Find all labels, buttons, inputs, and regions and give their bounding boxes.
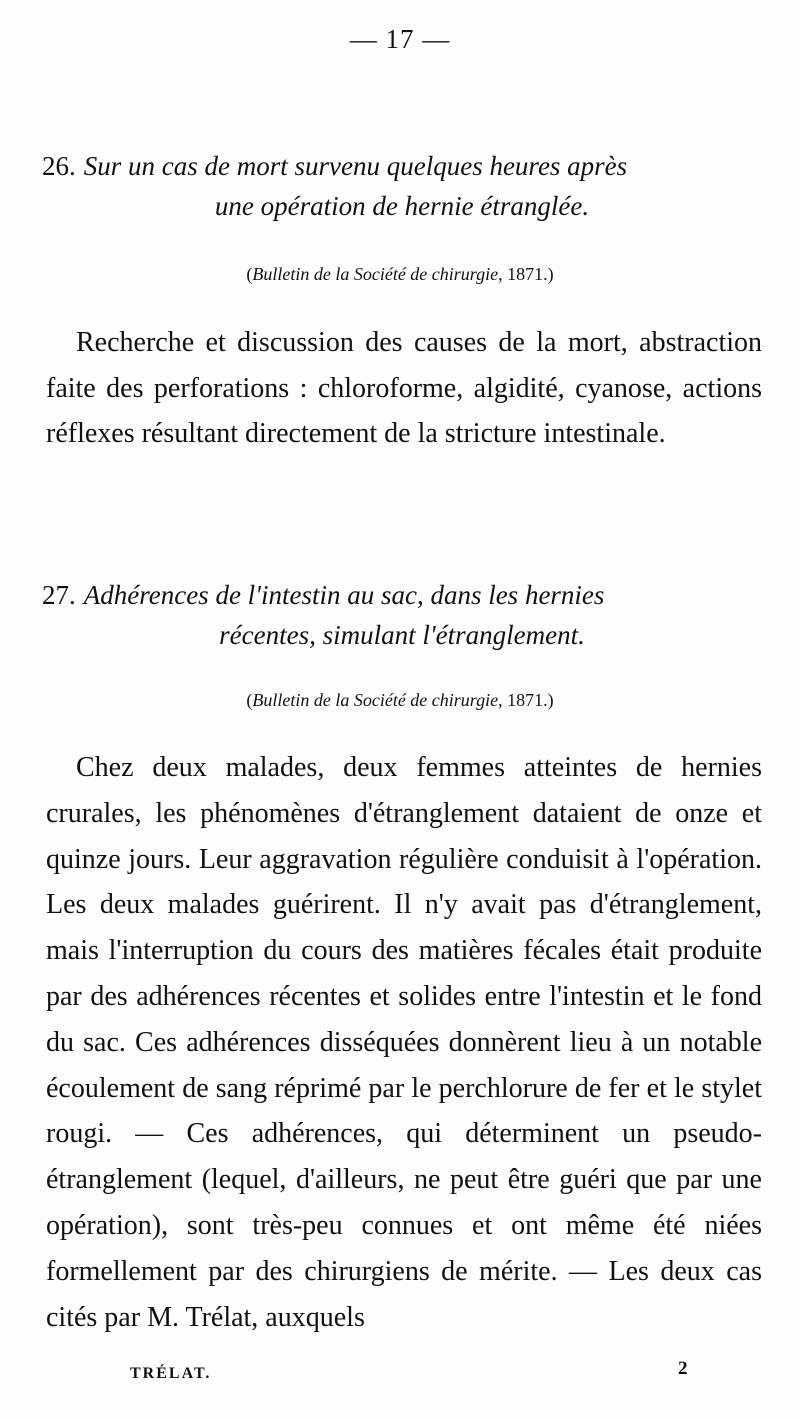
- entry-27-title: [42, 575, 762, 655]
- entry-26-citation-publication: Bulletin de la Société de chirurgie: [252, 264, 499, 284]
- entry-27-citation-year: , 1871.): [498, 690, 554, 710]
- entry-26-citation: [0, 264, 800, 285]
- entry-26-number: 26.: [42, 151, 76, 181]
- entry-27-citation-publication: Bulletin de la Société de chirurgie: [252, 690, 499, 710]
- entry-27-number: 27.: [42, 580, 76, 610]
- entry-27-citation: [0, 690, 800, 711]
- entry-26-title-line2: une opération de hernie étranglée.: [214, 191, 590, 221]
- entry-26-text: Recherche et discussion des causes de la mort, abstraction faite des perforations : chloroforme, algidité, cyanose, actions réflexes résultant directement de la stricture intestinale.: [46, 327, 762, 449]
- entry-27-citation-open: (: [246, 690, 253, 710]
- entry-26-title: [42, 146, 762, 226]
- entry-27-title-line1: Adhérences de l'intestin au sac, dans les hernies: [83, 580, 605, 610]
- page-number: — 17 —: [349, 24, 451, 54]
- entry-26-title-line1: Sur un cas de mort survenu quelques heures après: [83, 151, 628, 181]
- entry-27-title-line2: récentes, simulant l'étranglement.: [219, 620, 585, 650]
- footer-signature: TRÉLAT.: [130, 1365, 212, 1382]
- entry-27-text: Chez deux malades, deux femmes atteintes de hernies crurales, les phénomènes d'étranglement dataient de onze et quinze jours. Leur aggravation régulière conduisit à l'opération. Les deux malades guérirent. Il n'y avait pas d'étranglement, mais l'interruption du cours des matières fécales était produite par des adhérences récentes et solides entre l'intestin et le fond du sac. Ces adhérences disséquées donnèrent lieu à un notable écoulement de sang réprimé par le perchlorure de fer et le stylet rougi. — Ces adhérences, qui déterminent un pseudo-étranglement (lequel, d'ailleurs, ne peut être guéri que par une opération), sont très-peu connues et ont même été niées formellement par des chirurgiens de mérite. — Les deux cas cités par M. Trélat, auxquels: [46, 752, 762, 1333]
- entry-26-citation-year: , 1871.): [498, 264, 554, 284]
- footer-sheet-number: 2: [678, 1358, 688, 1379]
- entry-26-citation-open: (: [246, 264, 253, 284]
